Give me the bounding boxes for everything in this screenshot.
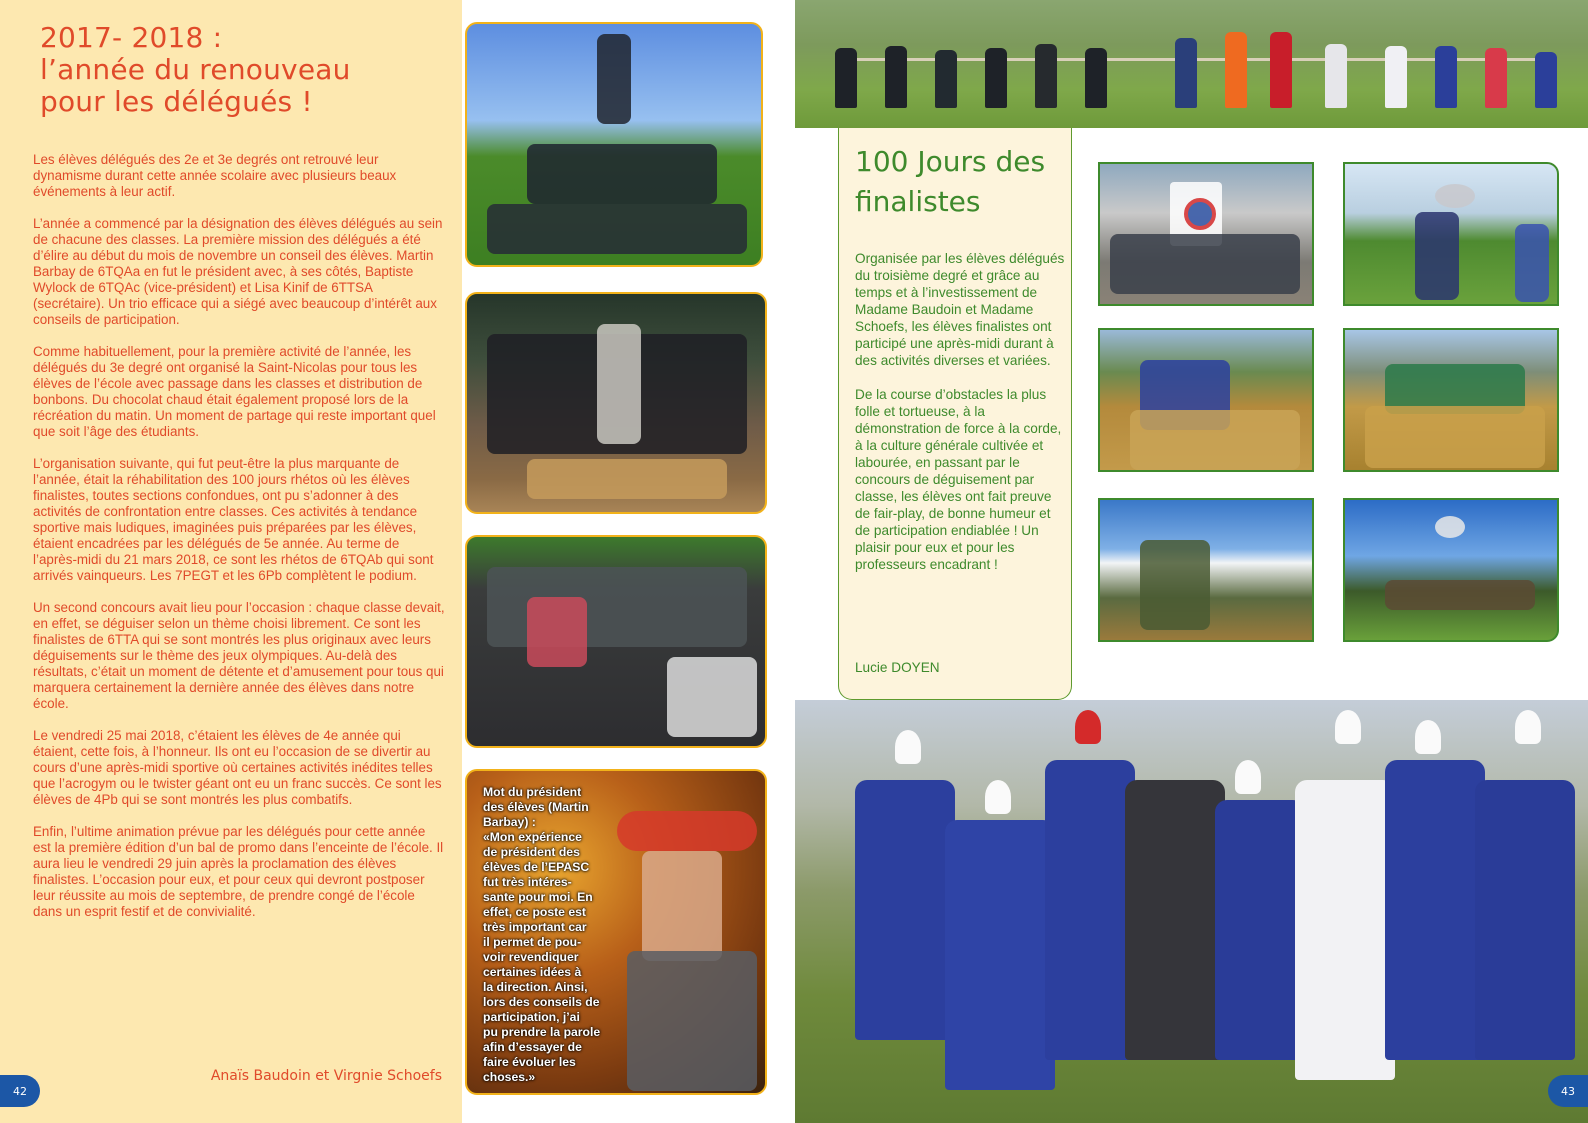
photo-figure <box>1125 780 1225 1060</box>
photo-hay-bale-climb-2 <box>1343 328 1559 472</box>
article-paragraph: Le vendredi 25 mai 2018, c’étaient les élèves de 4e année qui étaient, cette fois, à l’honneur. Ils ont eu l’occasion de se divertir au cours d’une après-midi sportive où certaines activités inédites telles que l’acrogym ou le twister géant ont eu un franc succès. Ce sont les élèves de 4Pb qui se sont montrés les plus combatifs. <box>33 728 442 807</box>
photo-trailer-obstacle <box>1343 498 1559 642</box>
photo-figure <box>1270 32 1292 108</box>
photo-figure <box>1085 48 1107 108</box>
right-title-line: finalistes <box>855 185 981 218</box>
photo-figure <box>1485 48 1507 108</box>
photo-hay-bale-climb-1 <box>1098 328 1314 472</box>
article-paragraph: Enfin, l’ultime animation prévue par les délégués pour cette année est la première édition d’un bal de promo dans l’enceinte de l’école. Il aura lieu le vendredi 29 juin après la proclamation des élèves finalistes. L’occasion pour eux, et pour ceux qui devront postposer leur réussite au mois de septembre, de prendre congé de l’école dans un esprit festif et de convivialité. <box>33 824 444 919</box>
photo-figure <box>1110 234 1300 294</box>
photo-figure <box>1435 46 1457 108</box>
photo-figure <box>617 811 757 851</box>
photo-figure <box>1175 38 1197 108</box>
smurf-hat-icon <box>985 780 1011 814</box>
photo-figure <box>855 780 955 1040</box>
article-paragraph: Les élèves délégués des 2e et 3e degrés ont retrouvé leur dynamisme durant cette année scolaire avec plusieurs beaux événements à leur actif. <box>33 152 397 199</box>
photo-bucket <box>1435 184 1475 208</box>
article-paragraph: L’année a commencé par la désignation des élèves délégués au sein de chacune des classes. La première mission des délégués a été d’élire au début du mois de novembre un conseil des élèves. Martin Barbay de 6TQAa en fut le président avec, à ses côtés, Baptiste Wylock de 6TQAc (vice-président) et Lisa Kinif de 6TTSA (secrétaire). Un trio efficace qui a siégé avec beaucoup d’intérêt aux conseils de participation. <box>33 216 443 327</box>
left-article-body <box>33 152 445 936</box>
photo-flying-object <box>1435 516 1465 538</box>
photo-figure <box>985 48 1007 108</box>
left-page-title <box>40 22 440 118</box>
photo-hay-bale <box>1365 406 1545 468</box>
article-paragraph: Un second concours avait lieu pour l’occasion : chaque classe devait, en effet, se déguiser selon un thème choisi librement. Ce sont les finalistes de 6TTA qui se sont montrés les plus originaux avec leurs déguisements sur le thème des jeux olympiques. Au-delà des résultats, c’était un moment de détente et d’amusement pour tous qui marquera certainement la dernière année des élèves dans notre école. <box>33 600 445 711</box>
left-page-column <box>0 0 462 1123</box>
photo-olympic-costume-group <box>1098 162 1314 306</box>
target-icon <box>1184 198 1216 230</box>
article-paragraph: Organisée par les élèves délégués du troisième degré et grâce au temps et à l’investissement de Madame Baudoin et Madame Schoefs, les élèves finalistes ont participé une après-midi durant à des activités diverses et variées. <box>855 251 1065 368</box>
smurf-hat-icon <box>1515 710 1541 744</box>
photo-figure <box>487 204 747 254</box>
photo-figure <box>1385 46 1407 108</box>
article-paragraph: De la course d’obstacles la plus folle et tortueuse, à la démonstration de force à la corde, à la culture générale cultivée et labourée, en passant par le concours de déguisement par classe, les élèves ont fait preuve de fair-play, de bonne humeur et de participation endiablée ! Un plaisir pour eux et pour les professeurs encadrant ! <box>855 387 1062 572</box>
article-paragraph: L’organisation suivante, qui fut peut-être la plus marquante de l’année, était la réhabilitation des 100 jours rhétos où les élèves finalistes, toutes sections confondues, ont pu s’adonner à des activités de confrontation entre classes. Ces activités à tendance sportive mais ludiques, imaginées puis préparées par les élèves, étaient encadrées par les délégués de 5e année. Au terme de l’après-midi du 21 mars 2018, ce sont les rhétos de 6TQAb qui sont arrivés vainqueurs. Les 7PEGT et les 6Pb complètent le podium. <box>33 456 434 583</box>
photo-figure <box>1225 32 1247 108</box>
photo-figure <box>1475 780 1575 1060</box>
left-article-signature: Anaïs Baudoin et Virgnie Schoefs <box>210 1068 442 1084</box>
photo-figure <box>1535 52 1557 108</box>
photo-figure <box>527 459 727 499</box>
right-title-line: 100 Jours des <box>855 145 1046 178</box>
photo-figure <box>627 951 757 1091</box>
smurf-hat-icon <box>895 730 921 764</box>
photo-obstacle-course <box>1098 498 1314 642</box>
left-title-line: 2017- 2018 : <box>40 21 223 54</box>
page-number-left: 42 <box>0 1075 40 1107</box>
smurf-hat-icon <box>1415 720 1441 754</box>
photo-figure <box>1140 540 1210 630</box>
article-paragraph: Comme habituellement, pour la première activité de l’année, les délégués du 3e degré ont organisé la Saint-Nicolas pour tous les élèves de l’école avec passage dans les classes et distribution de bonbons. Du chocolat chaud était également proposé lors de la récréation du matin. Un moment de partage qui reste important quel que soit l’âge des étudiants. <box>33 344 436 439</box>
left-title-line: pour les délégués ! <box>40 85 313 118</box>
photo-figure <box>1215 800 1305 1060</box>
smurf-hat-icon <box>1335 710 1361 744</box>
photo-smurf-costume-group <box>795 700 1588 1123</box>
photo-figure <box>597 324 641 444</box>
photo-tug-of-war <box>795 0 1588 128</box>
photo-figure <box>667 657 757 737</box>
photo-bucket-challenge <box>1343 162 1559 306</box>
photo-figure <box>935 50 957 108</box>
smurf-hat-icon <box>1235 760 1261 794</box>
photo-student-president-speaking <box>465 769 767 1095</box>
photo-figure <box>835 48 857 108</box>
right-article-body <box>855 250 1067 590</box>
photo-figure <box>597 34 631 124</box>
right-article-panel <box>838 128 1072 700</box>
photo-figure <box>1385 760 1485 1060</box>
president-quote: Mot du président des élèves (Martin Barbay) : «Mon expérience de président des élèves de l’EPASC fut très intéres- sante pour moi. En effet, ce poste est très important car il permet de pou- voir revendiquer certaines idées à la direction. Ainsi, lors des conseils de participation, j’ai pu prendre la parole afin d’essayer de faire évoluer les choses.» <box>483 785 601 1084</box>
photo-figure <box>527 597 587 667</box>
photo-figure <box>527 144 717 204</box>
photo-giant-twister <box>465 535 767 748</box>
photo-figure <box>487 567 747 647</box>
photo-figure <box>1415 212 1459 300</box>
right-page-title <box>855 142 1065 222</box>
left-title-line: l’année du renouveau <box>40 53 351 86</box>
photo-figure <box>945 820 1055 1090</box>
photo-figure <box>1295 780 1395 1080</box>
photo-figure <box>1325 44 1347 108</box>
photo-figure <box>642 851 722 961</box>
photo-trailer <box>1385 580 1535 610</box>
photo-figure <box>1035 44 1057 108</box>
smurf-hat-icon <box>1075 710 1101 744</box>
photo-figure <box>1515 224 1549 302</box>
photo-hay-bale <box>1130 410 1300 470</box>
photo-figure <box>885 46 907 108</box>
photo-figure <box>1045 760 1135 1060</box>
right-article-signature: Lucie DOYEN <box>855 660 940 675</box>
page-number-right: 43 <box>1548 1075 1588 1107</box>
photo-saint-nicolas-classroom <box>465 292 767 514</box>
photo-acrogym-pyramid <box>465 22 763 267</box>
